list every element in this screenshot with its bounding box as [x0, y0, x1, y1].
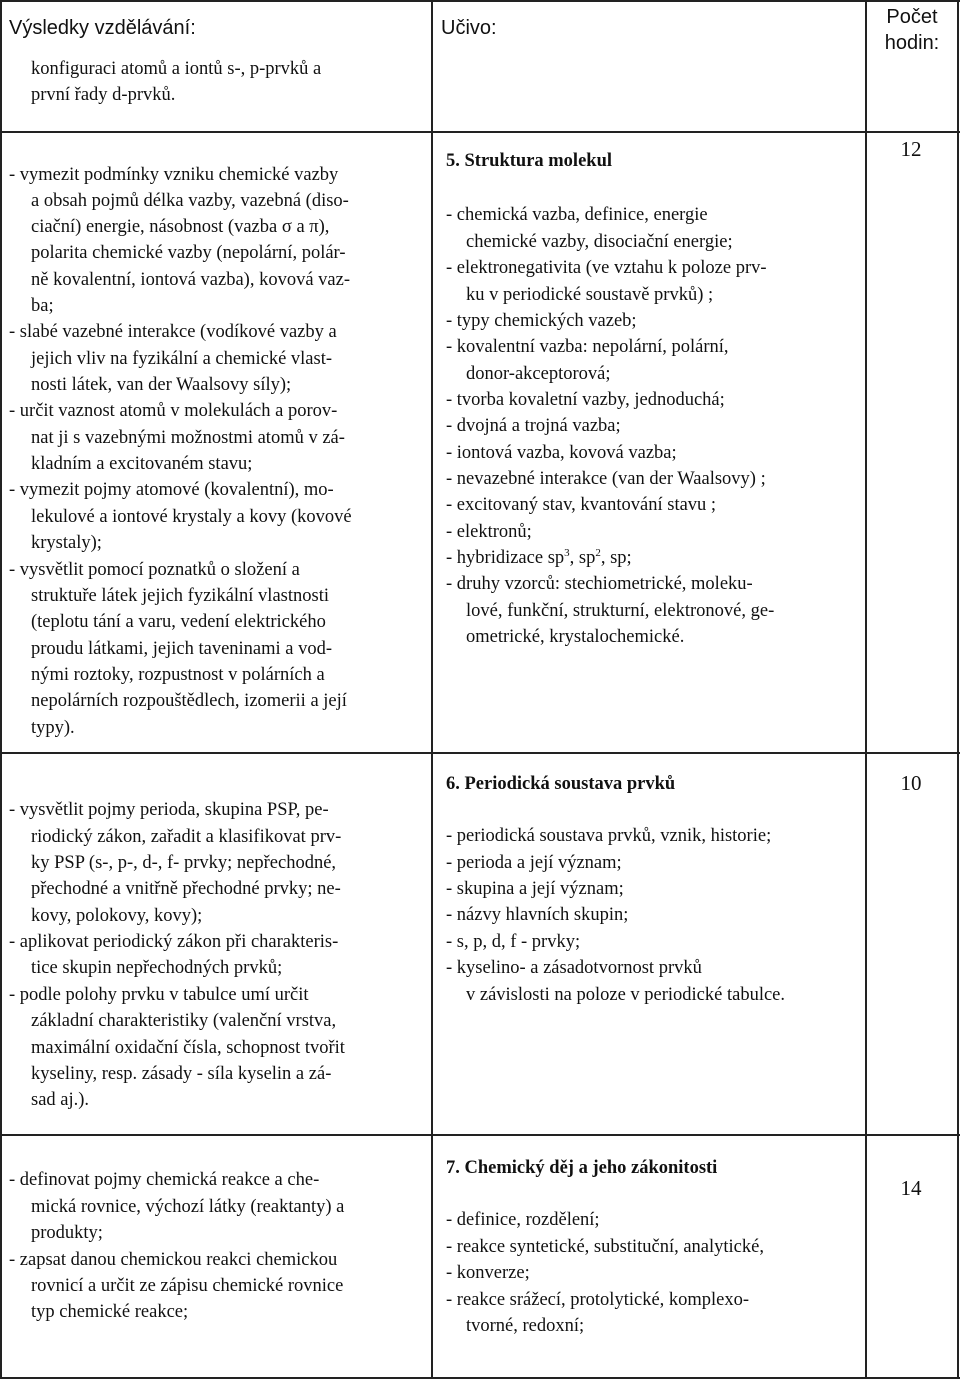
text-line: ometrické, krystalochemické.	[466, 627, 685, 647]
column-divider	[865, 0, 867, 1379]
header-subject-matter: Učivo:	[441, 17, 497, 39]
section-title: 7. Chemický děj a jeho zákonitosti	[446, 1158, 718, 1178]
text-line: polarita chemické vazby (nepolární, polár-	[31, 243, 346, 263]
header-hours-line1: Počet	[886, 6, 938, 28]
header-hours-line2: hodin:	[884, 32, 940, 54]
text-line: - s, p, d, f - prvky;	[446, 932, 581, 952]
text-line: - tvorba kovaletní vazby, jednoduchá;	[446, 390, 725, 410]
text-line: sad aj.).	[31, 1090, 90, 1110]
section-title: 5. Struktura molekul	[446, 151, 613, 171]
text-fragment: - hybridizace sp	[446, 548, 565, 568]
superscript: 3	[564, 546, 570, 559]
text-line: - elektronegativita (ve vztahu k poloze prv-	[446, 258, 767, 278]
text-line: v závislosti na poloze v periodické tabulce.	[466, 985, 786, 1005]
text-line: první řady d-prvků.	[31, 85, 176, 105]
text-line: přechodné a vnitřně přechodné prvky; ne-	[31, 879, 341, 899]
table-border-left	[0, 0, 2, 1379]
text-line: donor-akceptorová;	[466, 364, 611, 384]
text-line: struktuře látek jejich fyzikální vlastnosti	[31, 586, 329, 606]
text-line: - názvy hlavních skupin;	[446, 905, 629, 925]
text-line: - iontová vazba, kovová vazba;	[446, 443, 677, 463]
row-divider	[0, 131, 960, 133]
row-divider	[0, 752, 960, 754]
row2-hours: 10	[900, 771, 922, 795]
text-line: maximální oxidační čísla, schopnost tvořit	[31, 1038, 345, 1058]
row-divider	[0, 1134, 960, 1136]
text-line: - reakce syntetické, substituční, analytické,	[446, 1237, 764, 1257]
text-line: ně kovalentní, iontová vazba), kovová vaz-	[31, 270, 351, 290]
text-line: základní charakteristiky (valenční vrstva,	[31, 1011, 337, 1031]
text-line: chemické vazby, disociační energie;	[466, 232, 733, 252]
superscript: 2	[595, 546, 601, 559]
text-fragment: , sp;	[600, 548, 632, 568]
text-line: - perioda a její význam;	[446, 853, 622, 873]
table-border-top	[0, 0, 960, 2]
text-line: - zapsat danou chemickou reakci chemickou	[9, 1250, 338, 1270]
text-line: lové, funkční, strukturní, elektronové, ge-	[466, 601, 775, 621]
text-line: - definice, rozdělení;	[446, 1210, 600, 1230]
text-line: produkty;	[31, 1223, 103, 1243]
text-line: typy).	[31, 718, 75, 738]
text-line: konfiguraci atomů a iontů s-, p-prvků a	[31, 59, 322, 79]
text-line: kladním a excitovaném stavu;	[31, 454, 253, 474]
section-title: 6. Periodická soustava prvků	[446, 774, 676, 794]
text-line: - vymezit podmínky vzniku chemické vazby	[9, 165, 339, 185]
header-hours	[868, 4, 956, 56]
text-line: krystaly);	[31, 533, 102, 553]
text-line: - konverze;	[446, 1263, 530, 1283]
text-line: ciační) energie, násobnost (vazba σ a π),	[31, 217, 330, 237]
row1-hours: 12	[900, 137, 922, 161]
text-line: - kyselino- a zásadotvornost prvků	[446, 958, 702, 978]
text-line: ku v periodické soustavě prvků) ;	[466, 285, 714, 305]
text-line: - vysvětlit pomocí poznatků o složení a	[9, 560, 300, 580]
text-line: - nevazebné interakce (van der Waalsovy) ;	[446, 469, 766, 489]
text-line: - kovalentní vazba: nepolární, polární,	[446, 337, 729, 357]
text-line: - elektronů;	[446, 522, 532, 542]
text-line: kyseliny, resp. zásady - síla kyselin a zá-	[31, 1064, 332, 1084]
text-line: nosti látek, van der Waalsovy síly);	[31, 375, 292, 395]
text-line: - definovat pojmy chemická reakce a che-	[9, 1170, 320, 1190]
header-outcomes: Výsledky vzdělávání:	[9, 17, 196, 39]
text-line: - excitovaný stav, kvantování stavu ;	[446, 495, 717, 515]
text-line: - podle polohy prvku v tabulce umí určit	[9, 985, 309, 1005]
text-line: tvorné, redoxní;	[466, 1316, 585, 1336]
text-line: - slabé vazebné interakce (vodíkové vazby a	[9, 322, 337, 342]
row3-hours: 14	[900, 1176, 922, 1200]
text-line: mická rovnice, výchozí látky (reaktanty) a	[31, 1197, 345, 1217]
text-line: - reakce srážecí, protolytické, komplexo-	[446, 1290, 750, 1310]
text-line	[446, 545, 632, 572]
text-line: lekulové a iontové krystaly a kovy (kovové	[31, 507, 352, 527]
text-line: - typy chemických vazeb;	[446, 311, 637, 331]
text-line: - vymezit pojmy atomové (kovalentní), mo-	[9, 480, 334, 500]
text-line: - periodická soustava prvků, vznik, historie;	[446, 826, 772, 846]
text-line: rovnicí a určit ze zápisu chemické rovnice	[31, 1276, 344, 1296]
text-fragment: , sp	[569, 548, 596, 568]
text-line: nepolárních rozpouštědlech, izomerii a její	[31, 691, 347, 711]
text-line: typ chemické reakce;	[31, 1302, 189, 1322]
text-line: nými roztoky, rozpustnost v polárních a	[31, 665, 325, 685]
text-line: - skupina a její význam;	[446, 879, 624, 899]
table-border-right	[957, 0, 959, 1379]
text-line: riodický zákon, zařadit a klasifikovat prv-	[31, 827, 342, 847]
text-line: nat ji s vazebnými možnostmi atomů v zá-	[31, 428, 345, 448]
text-line: - dvojná a trojná vazba;	[446, 416, 621, 436]
text-line: proudu látkami, jejich taveninami a vod-	[31, 639, 333, 659]
text-line: a obsah pojmů délka vazby, vazebná (diso-	[31, 191, 349, 211]
text-line: ba;	[31, 296, 54, 316]
table-border-bottom	[0, 1377, 960, 1379]
text-line: - aplikovat periodický zákon při charakteris-	[9, 932, 339, 952]
text-line: kovy, polokovy, kovy);	[31, 906, 203, 926]
column-divider	[431, 0, 433, 1379]
text-line: tice skupin nepřechodných prvků;	[31, 958, 283, 978]
text-line: ky PSP (s-, p-, d-, f- prvky; nepřechodné,	[31, 853, 337, 873]
text-line: (teplotu tání a varu, vedení elektrického	[31, 612, 326, 632]
text-line: - určit vaznost atomů v molekulách a porov-	[9, 401, 338, 421]
text-line: - chemická vazba, definice, energie	[446, 205, 708, 225]
text-line: - vysvětlit pojmy perioda, skupina PSP, pe-	[9, 800, 329, 820]
text-line: jejich vliv na fyzikální a chemické vlast-	[31, 349, 333, 369]
text-line: - druhy vzorců: stechiometrické, moleku-	[446, 574, 753, 594]
